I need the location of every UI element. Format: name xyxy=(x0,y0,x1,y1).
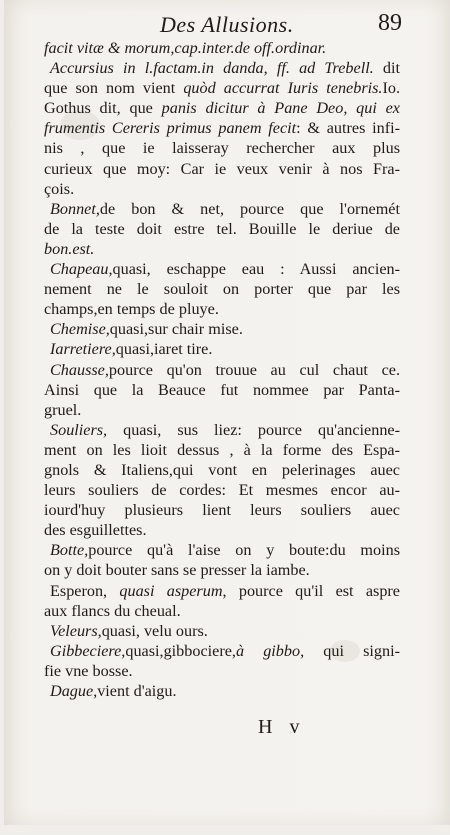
text-line: Chausse,pource qu'on trouue au cul chaut ce. xyxy=(50,360,400,379)
page-number: 89 xyxy=(378,10,402,36)
text-line: gnols & Italiens,qui vont en pelerinages auec xyxy=(44,460,400,479)
text-line: aux flancs du cheual. xyxy=(44,601,181,620)
text-line: Bonnet,de bon & net, pource que l'ornemét xyxy=(50,199,400,218)
text-line: Dague,vient d'aigu. xyxy=(50,682,177,700)
text-line: Chapeau,quasi, eschappe eau : Aussi ancien- xyxy=(50,260,400,279)
text-line: Esperon, quasi asperum, pource qu'il est aspre xyxy=(50,581,400,600)
text-line: Iarretiere,quasi,iaret tire. xyxy=(50,340,213,359)
text-line: champs,en temps de pluye. xyxy=(44,300,219,319)
text-line: Chemise,quasi,sur chair mise. xyxy=(50,320,243,339)
text-line: que son nom vient quòd accurrat Iuris tenebris.Io. xyxy=(44,79,400,98)
text-line: Veleurs,quasi, velu ours. xyxy=(50,621,208,640)
text-line: des esguillettes. xyxy=(44,521,147,540)
text-line: Ainsi que la Beauce fut nommee par Panta- xyxy=(44,380,400,399)
text-line: Souliers, quasi, sus liez: pource qu'ancienne- xyxy=(50,420,400,439)
text-line: de la teste doit estre tel. Bouille le deriue de xyxy=(44,219,400,238)
running-head: Des Allusions. xyxy=(160,12,294,37)
signature-mark: H v xyxy=(258,716,306,738)
body-text xyxy=(44,38,400,701)
text-line: gruel. xyxy=(44,400,82,419)
text-line: leurs souliers de cordes: Et mesmes encor au- xyxy=(44,481,400,500)
text-line: Botte,pource qu'à l'aise on y boute:du moins xyxy=(50,541,400,560)
text-line: iourd'huy plusieurs lient leurs souliers auec xyxy=(44,501,400,520)
text-line: on y doit bouter sans se presser la iambe. xyxy=(44,561,310,580)
text-line: nement ne le souloit on porter que par les xyxy=(44,280,400,299)
text-line: çois. xyxy=(44,179,75,198)
text-line: Gibbeciere,quasi,gibbociere,à gibbo, qui signi- xyxy=(50,641,401,660)
text-line: facit vitæ & morum,cap.inter.de off.ordinar. xyxy=(44,39,327,57)
text-line: Accursius in l.factam.in danda, ff. ad Trebell. dit xyxy=(50,59,400,78)
text-line: Gothus dit, que panis dicitur à Pane Deo, qui ex xyxy=(44,99,400,118)
text-line: curieux que moy: Car ie veux venir à nos Fra- xyxy=(44,159,400,178)
text-line: fie vne bosse. xyxy=(44,661,133,680)
text-line: frumentis Cereris primus panem fecit: & autres infi- xyxy=(44,119,400,138)
text-line: ment on les lioit dessus , à la forme des Espa- xyxy=(44,440,400,459)
text-line: bon.est. xyxy=(44,239,95,258)
text-line: nis , que ie laisseray rechercher aux plus xyxy=(44,139,400,158)
